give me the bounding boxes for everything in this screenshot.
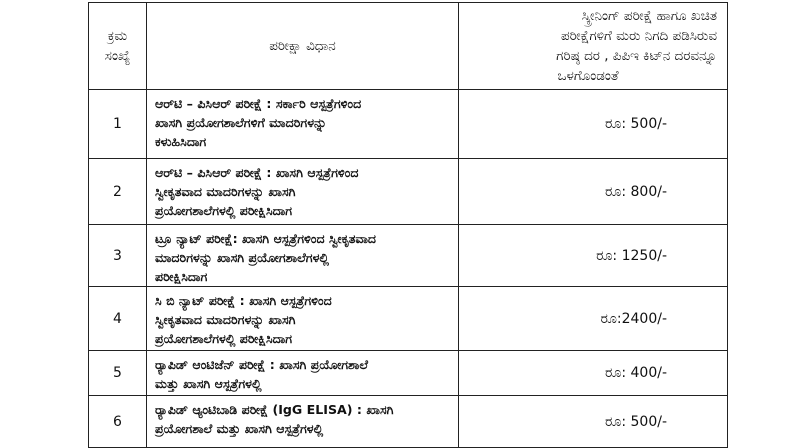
table-row	[89, 351, 728, 396]
description-line: ಸ್ವೀಕೃತವಾದ ಮಾದರಿಗಳನ್ನು ಖಾಸಗಿ	[155, 312, 296, 327]
row-test-description	[147, 159, 459, 225]
row-price: ರೂ: 500/-	[459, 90, 728, 159]
description-line: ರ್‍ಯಾಪಿಡ್ ಆಂಟಿಜೆನ್ ಪರೀಕ್ಷೆ : ಖಾಸಗಿ ಪ್ರಯೋಗಶಾಲೆ	[155, 357, 369, 372]
row-price: ರೂ:2400/-	[459, 287, 728, 351]
description-line: ಟ್ರೂ ನ್ಯಾಟ್ ಪರೀಕ್ಷೆ: ಖಾಸಗಿ ಆಸ್ಪತ್ರೆಗಳಿಂದ ಸ್ವೀಕೃತವಾದ	[155, 231, 377, 246]
row-test-description	[147, 287, 459, 351]
row-number: 1	[89, 90, 147, 159]
header-serial-number	[89, 3, 147, 90]
description-line: ರ್‍ಯಾಪಿಡ್ ಆ್ಯಂಟಿಬಾಡಿ ಪರೀಕ್ಷೆ (IgG ELISA) : ಖಾಸಗಿ	[155, 402, 394, 417]
description-line: ಮತ್ತು ಖಾಸಗಿ ಆಸ್ಪತ್ರೆಗಳಲ್ಲಿ	[155, 376, 262, 391]
row-price: ರೂ: 500/-	[459, 396, 728, 448]
header-rate-line: ಒಳಗೊಂಡಂತೆ	[557, 68, 619, 84]
description-line: ಪ್ರಯೋಗಶಾಲೆಗಳಲ್ಲಿ ಪರೀಕ್ಷಿಸಿದಾಗ	[155, 331, 293, 346]
row-number: 4	[89, 287, 147, 351]
row-price: ರೂ: 800/-	[459, 159, 728, 225]
description-line: ಆರ್‌ಟಿ – ಪಿಸಿಆರ್ ಪರೀಕ್ಷೆ : ಖಾಸಗಿ ಆಸ್ಪತ್ರೆಗಳಿಂದ	[155, 165, 359, 180]
description-line: ಪ್ರಯೋಗಶಾಲೆ ಮತ್ತು ಖಾಸಗಿ ಆಸ್ಪತ್ರೆಗಳಲ್ಲಿ	[155, 421, 324, 436]
table-row	[89, 287, 728, 351]
row-price: ರೂ: 1250/-	[459, 225, 728, 287]
description-line: ಆರ್‌ಟಿ – ಪಿಸಿಆರ್ ಪರೀಕ್ಷೆ : ಸರ್ಕಾರಿ ಆಸ್ಪತ್ರೆಗಳಿಂದ	[155, 96, 362, 111]
description-line: ಸಿ ಬಿ ನ್ಯಾಟ್ ಪರೀಕ್ಷೆ : ಖಾಸಗಿ ಆಸ್ಪತ್ರೆಗಳಿಂದ	[155, 293, 332, 308]
header-serial-line: ಕ್ರಮ	[107, 28, 128, 44]
description-line: ಸ್ವೀಕೃತವಾದ ಮಾದರಿಗಳನ್ನು ಖಾಸಗಿ	[155, 184, 296, 199]
table-row	[89, 225, 728, 287]
description-line: ಮಾದರಿಗಳನ್ನು ಖಾಸಗಿ ಪ್ರಯೋಗಶಾಲೆಗಳಲ್ಲಿ	[155, 250, 329, 265]
header-test-method	[147, 3, 459, 90]
header-serial-line: ಸಂಖ್ಯೆ	[104, 48, 131, 64]
row-price: ರೂ: 400/-	[459, 351, 728, 396]
description-line: ಪರೀಕ್ಷಿಸಿದಾಗ	[155, 269, 208, 284]
table-header-row	[89, 3, 728, 90]
row-number: 6	[89, 396, 147, 448]
row-test-description	[147, 90, 459, 159]
row-number: 5	[89, 351, 147, 396]
row-number: 2	[89, 159, 147, 225]
description-line: ಖಾಸಗಿ ಪ್ರಯೋಗಶಾಲೆಗಳಿಗೆ ಮಾದರಿಗಳನ್ನು	[155, 115, 327, 130]
test-rates-table	[88, 2, 728, 448]
table-row	[89, 159, 728, 225]
row-number: 3	[89, 225, 147, 287]
table-row	[89, 396, 728, 448]
header-rate-line: ಗರಿಷ್ಠ ದರ , ಪಿಪಿಇ ಕಿಟ್‌ನ ದರವನ್ನೂ	[556, 48, 717, 64]
table-row	[89, 90, 728, 159]
description-line: ಪ್ರಯೋಗಶಾಲೆಗಳಲ್ಲಿ ಪರೀಕ್ಷಿಸಿದಾಗ	[155, 203, 293, 218]
description-line: ಕಳುಹಿಸಿದಾಗ	[155, 134, 207, 149]
header-rate-line: ಪರೀಕ್ಷೆಗಳಿಗೆ ಮರು ನಿಗದಿ ಪಡಿಸಿರುವ	[561, 28, 717, 44]
row-test-description	[147, 396, 459, 448]
row-test-description	[147, 225, 459, 287]
row-test-description	[147, 351, 459, 396]
header-max-rate	[459, 3, 728, 90]
header-rate-line: ಸ್ಕ್ರೀನಿಂಗ್ ಪರೀಕ್ಷೆ ಹಾಗೂ ಖಚಿತ	[581, 8, 717, 24]
header-test-method-label: ಪರೀಕ್ಷಾ ವಿಧಾನ	[269, 38, 336, 54]
